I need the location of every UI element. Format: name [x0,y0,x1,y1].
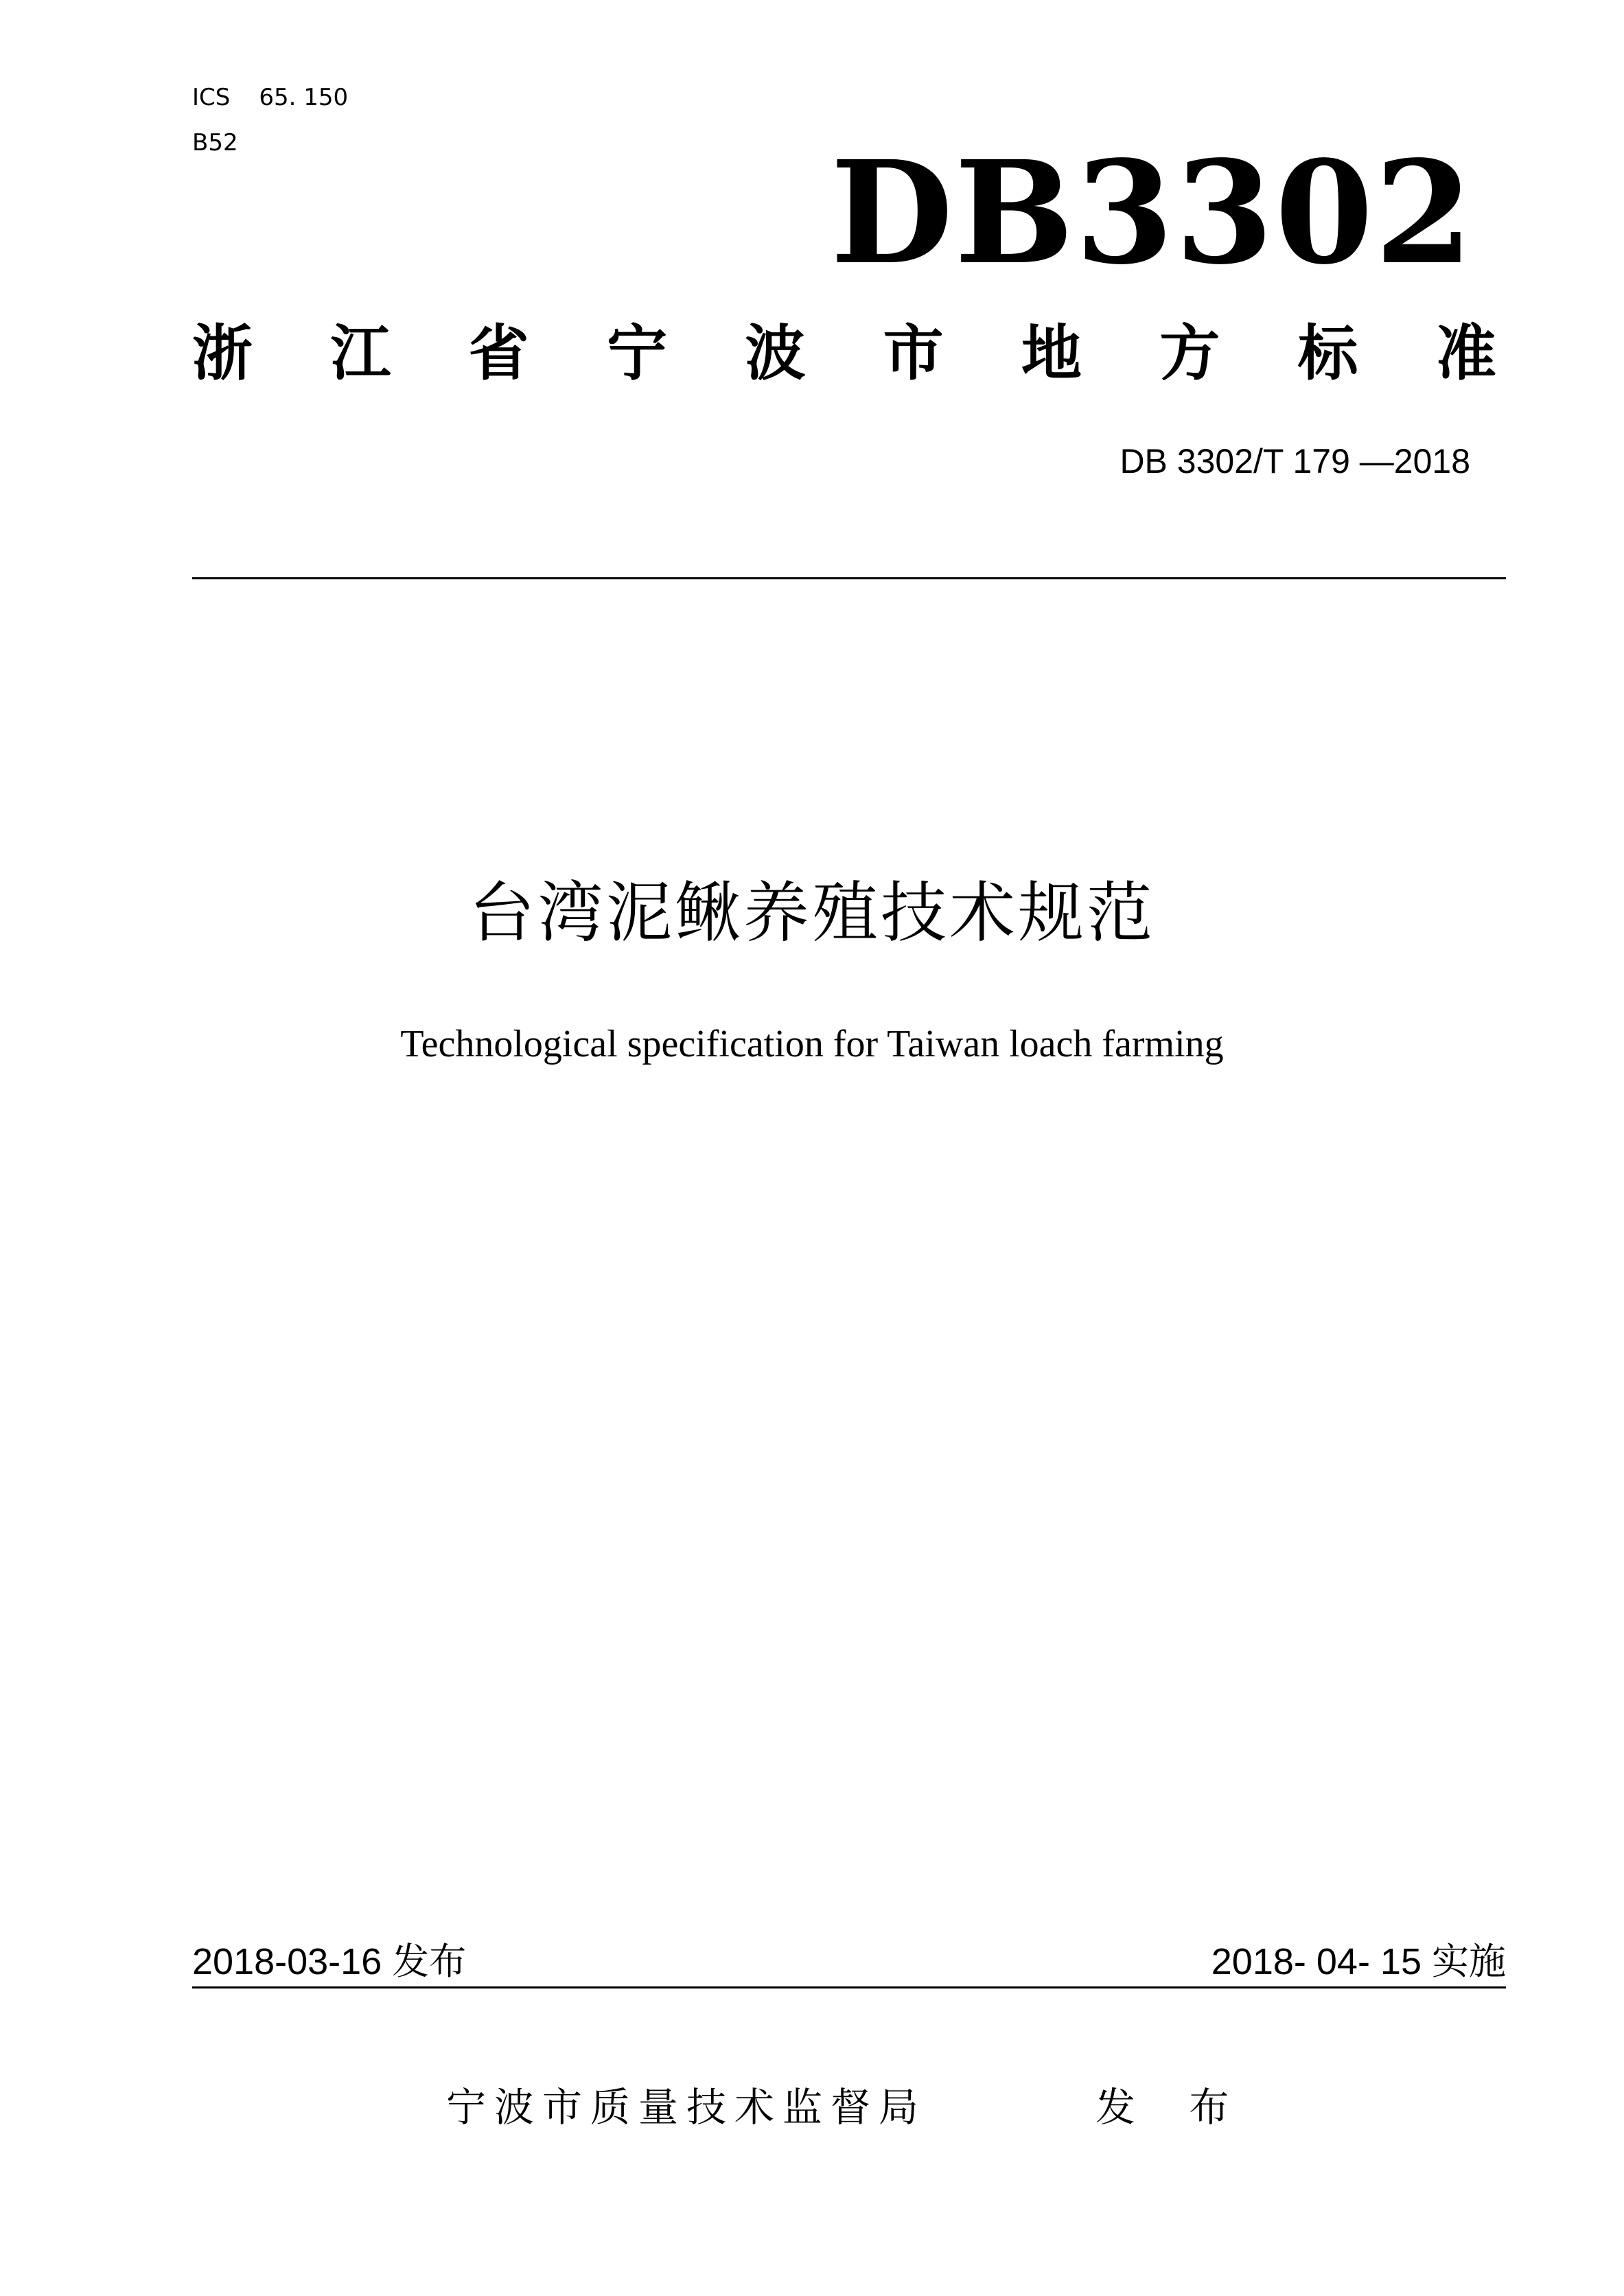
standard-type-char: 浙 [192,318,253,389]
standard-code-heading: DB3302 [830,130,1474,296]
standard-type-char: 市 [883,318,944,389]
ics-classification [192,84,348,111]
issue-date: 2018-03-16 发布 [192,1941,467,1982]
issuing-authority: 宁波市质量技术监督局 [446,2084,927,2131]
standard-type-char: 标 [1297,318,1358,389]
ics-code: 65. 150 [259,84,349,111]
standard-type-char: 宁 [606,318,667,389]
implementation-date: 2018- 04- 15 实施 [1211,1941,1506,1982]
standard-number: DB 3302/T 179 —2018 [1120,442,1470,480]
header-divider [192,577,1506,579]
issuing-action: 发 布 [1095,2084,1250,2131]
ics-label: ICS [192,84,231,111]
standard-type-char: 波 [745,318,806,389]
standard-type-char: 江 [330,318,391,389]
standard-type-char: 方 [1159,318,1220,389]
standard-type-char: 地 [1021,318,1082,389]
ccs-code: B52 [192,129,238,156]
standard-type-char: 准 [1435,318,1496,389]
standard-type-heading [192,316,1496,391]
title-english: Technological specification for Taiwan loach farming [400,1023,1224,1065]
footer-divider [192,1986,1506,1988]
title-chinese: 台湾泥鳅养殖技术规范 [469,874,1155,951]
standard-type-char: 省 [468,318,529,389]
